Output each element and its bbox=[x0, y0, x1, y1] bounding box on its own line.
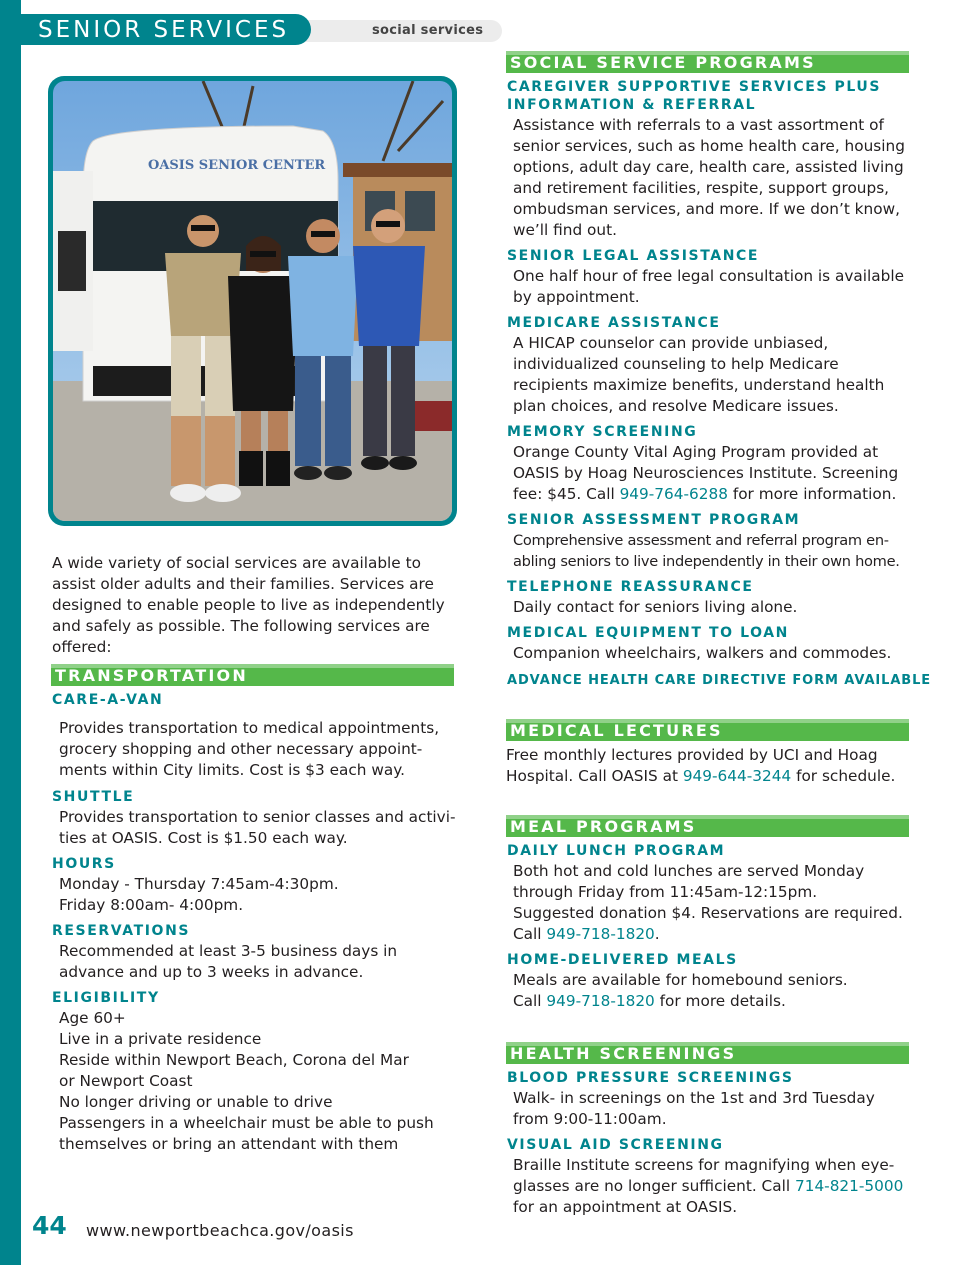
lectures-title: MEDICAL LECTURES bbox=[510, 721, 723, 740]
transportation-header-bar bbox=[51, 664, 454, 686]
text-line bbox=[513, 1176, 903, 1197]
text-line: A HICAP counselor can provide unbiased, bbox=[513, 334, 829, 352]
visual-aid-heading: VISUAL AID SCREENING bbox=[507, 1137, 724, 1153]
text-line: individualized counseling to help Medicare bbox=[513, 355, 839, 373]
blood-pressure-text bbox=[513, 1088, 875, 1130]
caregiver-heading-line1: CAREGIVER SUPPORTIVE SERVICES PLUS bbox=[507, 79, 882, 95]
text-segment: Hospital. Call OASIS at bbox=[506, 767, 683, 785]
text-line: Recommended at least 3-5 business days in bbox=[59, 942, 398, 960]
text-line: Daily contact for seniors living alone. bbox=[513, 598, 798, 616]
text-line: options, adult day care, health care, assisted living bbox=[513, 158, 904, 176]
home-meals-heading: HOME-DELIVERED MEALS bbox=[507, 952, 738, 968]
intro-paragraph: A wide variety of social services are available to assist older adults and their families. Services are designed to enable people to live as independently and safely as possible. The following services are offered: bbox=[52, 554, 445, 656]
text-segment: for schedule. bbox=[791, 767, 896, 785]
text-line: advance and up to 3 weeks in advance. bbox=[59, 963, 364, 981]
footer-url[interactable]: www.newportbeachca.gov/oasis bbox=[86, 1221, 354, 1240]
telephone-text bbox=[513, 597, 797, 618]
hours-heading: HOURS bbox=[52, 856, 116, 872]
bus-sign-text: OASIS SENIOR CENTER bbox=[148, 158, 326, 173]
section-subtitle: social services bbox=[372, 23, 484, 38]
text-line: Provides transportation to senior classes and activi- bbox=[59, 808, 456, 826]
visual-aid-phone-number[interactable]: 714-821-5000 bbox=[794, 1177, 904, 1195]
text-segment: for more information. bbox=[727, 485, 897, 503]
photo-frame bbox=[48, 76, 457, 526]
medicare-heading: MEDICARE ASSISTANCE bbox=[507, 315, 721, 331]
eligibility-text bbox=[59, 1008, 434, 1155]
memory-heading: MEMORY SCREENING bbox=[507, 424, 698, 440]
text-line: plan choices, and resolve Medicare issues. bbox=[513, 397, 839, 415]
caregiver-heading-line2: INFORMATION & REFERRAL bbox=[507, 97, 757, 113]
text-line: Age 60+ bbox=[59, 1009, 126, 1027]
text-segment: Call bbox=[513, 992, 547, 1010]
lectures-header-bar bbox=[506, 719, 909, 741]
text-line: ments within City limits. Cost is $3 each way. bbox=[59, 761, 405, 779]
text-line: we’ll find out. bbox=[513, 221, 617, 239]
care-a-van-text bbox=[59, 718, 439, 781]
text-line: Reside within Newport Beach, Corona del Mar bbox=[59, 1051, 409, 1069]
text-line: Provides transportation to medical appointments, bbox=[59, 719, 440, 737]
assessment-text bbox=[513, 530, 900, 572]
social-programs-header-bar bbox=[506, 51, 909, 73]
page-number: 44 bbox=[32, 1211, 67, 1240]
text-line: Friday 8:00am- 4:00pm. bbox=[59, 896, 244, 914]
text-line bbox=[506, 766, 895, 787]
memory-text bbox=[513, 442, 898, 505]
eligibility-heading: ELIGIBILITY bbox=[52, 990, 160, 1006]
social-programs-title: SOCIAL SERVICE PROGRAMS bbox=[510, 53, 816, 72]
text-line: Both hot and cold lunches are served Monday bbox=[513, 862, 865, 880]
text-line: recipients maximize benefits, understand health bbox=[513, 376, 885, 394]
reservations-heading: RESERVATIONS bbox=[52, 923, 191, 939]
text-line: through Friday from 11:45am-12:15pm. bbox=[513, 883, 818, 901]
caregiver-text bbox=[513, 115, 905, 241]
shuttle-heading: SHUTTLE bbox=[52, 789, 135, 805]
shuttle-text bbox=[59, 807, 456, 849]
text-line: abling seniors to live independently in their own home. bbox=[513, 553, 900, 570]
meals-header-bar bbox=[506, 815, 909, 837]
text-line: One half hour of free legal consultation is available bbox=[513, 267, 905, 285]
text-line: OASIS by Hoag Neurosciences Institute. Screening bbox=[513, 464, 899, 482]
text-segment: glasses are no longer sufficient. Call bbox=[513, 1177, 795, 1195]
equipment-heading: MEDICAL EQUIPMENT TO LOAN bbox=[507, 625, 789, 641]
reservations-text bbox=[59, 941, 397, 983]
visual-aid-text bbox=[513, 1155, 903, 1218]
lectures-phone-number[interactable]: 949-644-3244 bbox=[682, 767, 792, 785]
text-segment: Call bbox=[513, 925, 547, 943]
text-line: senior services, such as home health care, housing bbox=[513, 137, 905, 155]
text-line: Comprehensive assessment and referral program en- bbox=[513, 532, 889, 549]
text-line: Braille Institute screens for magnifying when eye- bbox=[513, 1156, 895, 1174]
text-line: by appointment. bbox=[513, 288, 640, 306]
assessment-heading: SENIOR ASSESSMENT PROGRAM bbox=[507, 512, 801, 528]
text-line: and retirement facilities, respite, support groups, bbox=[513, 179, 890, 197]
text-line: Assistance with referrals to a vast assortment of bbox=[513, 116, 884, 134]
blood-pressure-heading: BLOOD PRESSURE SCREENINGS bbox=[507, 1070, 794, 1086]
group-photo bbox=[53, 81, 452, 521]
text-line: Suggested donation $4. Reservations are required. bbox=[513, 904, 903, 922]
legal-heading: SENIOR LEGAL ASSISTANCE bbox=[507, 248, 760, 264]
memory-phone-number[interactable]: 949-764-6288 bbox=[619, 485, 728, 503]
legal-text bbox=[513, 266, 904, 308]
text-line: Companion wheelchairs, walkers and commodes. bbox=[513, 644, 892, 662]
text-line: grocery shopping and other necessary appoint- bbox=[59, 740, 423, 758]
lectures-text bbox=[506, 745, 895, 787]
text-line: or Newport Coast bbox=[59, 1072, 193, 1090]
telephone-heading: TELEPHONE REASSURANCE bbox=[507, 579, 754, 595]
text-line bbox=[513, 484, 898, 505]
screenings-header-bar bbox=[506, 1042, 909, 1064]
text-line: themselves or bring an attendant with them bbox=[59, 1135, 399, 1153]
text-line: Meals are available for homebound seniors. bbox=[513, 971, 848, 989]
equipment-text bbox=[513, 643, 891, 664]
meals-title: MEAL PROGRAMS bbox=[510, 817, 697, 836]
text-segment: fee: $45. Call bbox=[513, 485, 620, 503]
transportation-title: TRANSPORTATION bbox=[55, 666, 248, 685]
text-line: ties at OASIS. Cost is $1.50 each way. bbox=[59, 829, 348, 847]
lunch-heading: DAILY LUNCH PROGRAM bbox=[507, 843, 726, 859]
lunch-text bbox=[513, 861, 903, 945]
page-title: SENIOR SERVICES bbox=[38, 17, 290, 43]
home-meals-text bbox=[513, 970, 848, 1012]
left-accent-stripe bbox=[0, 0, 21, 1265]
text-line: Orange County Vital Aging Program provided at bbox=[513, 443, 879, 461]
home-meals-phone-number[interactable]: 949-718-1820 bbox=[546, 992, 655, 1010]
text-line: Live in a private residence bbox=[59, 1030, 262, 1048]
text-line bbox=[513, 924, 903, 945]
text-line: Free monthly lectures provided by UCI and Hoag bbox=[506, 746, 878, 764]
text-line: Monday - Thursday 7:45am-4:30pm. bbox=[59, 875, 339, 893]
text-line: No longer driving or unable to drive bbox=[59, 1093, 333, 1111]
text-line: from 9:00-11:00am. bbox=[513, 1110, 667, 1128]
lunch-phone-number[interactable]: 949-718-1820 bbox=[546, 925, 655, 943]
text-segment: for more details. bbox=[654, 992, 786, 1010]
text-line: Walk- in screenings on the 1st and 3rd Tuesday bbox=[513, 1089, 875, 1107]
text-line: Passengers in a wheelchair must be able to push bbox=[59, 1114, 434, 1132]
text-line bbox=[513, 991, 848, 1012]
advance-directive-heading: ADVANCE HEALTH CARE DIRECTIVE FORM AVAILABLE bbox=[507, 673, 932, 688]
care-a-van-heading: CARE-A-VAN bbox=[52, 692, 164, 708]
medicare-text bbox=[513, 333, 884, 417]
text-segment: . bbox=[654, 925, 660, 943]
screenings-title: HEALTH SCREENINGS bbox=[510, 1044, 737, 1063]
text-line: ombudsman services, and more. If we don’t know, bbox=[513, 200, 900, 218]
hours-text bbox=[59, 874, 339, 916]
text-line: for an appointment at OASIS. bbox=[513, 1198, 738, 1216]
